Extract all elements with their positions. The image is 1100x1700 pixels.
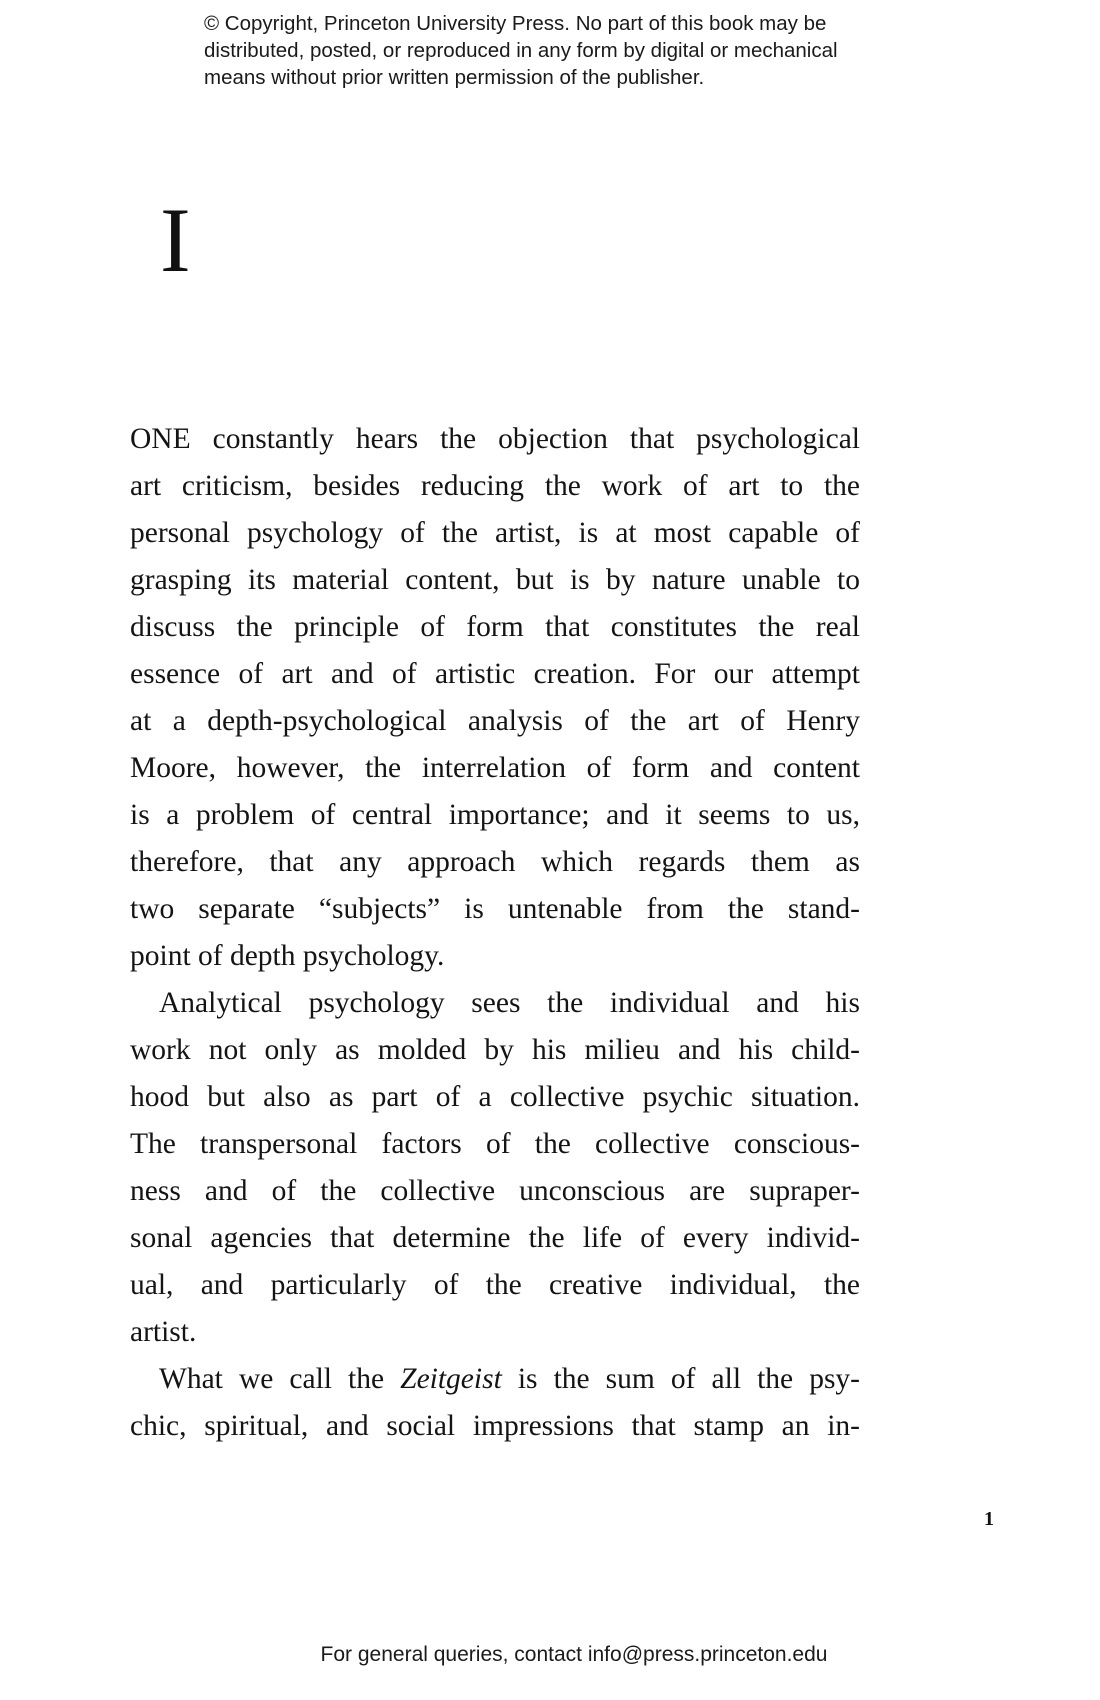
copyright-notice bbox=[204, 10, 924, 91]
text-run: What we call the bbox=[159, 1363, 401, 1395]
copyright-line: © Copyright, Princeton University Press. No part of this book may be bbox=[204, 12, 827, 35]
text-line: artist. bbox=[130, 1316, 197, 1348]
italic-term: Zeitgeist bbox=[400, 1363, 502, 1395]
paragraph-2 bbox=[130, 980, 860, 1356]
text-line: is a problem of central importance; and it seems to us, bbox=[130, 799, 860, 831]
text-line: discuss the principle of form that constitutes the real bbox=[130, 611, 860, 643]
text-line: personal psychology of the artist, is at most capable of bbox=[130, 517, 860, 549]
text-line: at a depth-psychological analysis of the art of Henry bbox=[130, 705, 860, 737]
paragraph-1 bbox=[130, 416, 860, 980]
chapter-number: I bbox=[160, 189, 191, 291]
text-run: is the sum of all the psy- bbox=[501, 1363, 860, 1395]
text-line: ual, and particularly of the creative individual, the bbox=[130, 1269, 860, 1301]
text-line: therefore, that any approach which regards them as bbox=[130, 846, 860, 878]
text-line: art criticism, besides reducing the work of art to the bbox=[130, 470, 860, 502]
text-line: ness and of the collective unconscious are supraper- bbox=[130, 1175, 860, 1207]
paragraph-3 bbox=[130, 1356, 860, 1450]
copyright-line: means without prior written permission of the publisher. bbox=[204, 66, 705, 89]
text-line: work not only as molded by his milieu and his child- bbox=[130, 1034, 860, 1066]
page-number: 1 bbox=[984, 1508, 994, 1530]
text-line: grasping its material content, but is by nature unable to bbox=[130, 564, 860, 596]
text-line: essence of art and of artistic creation. For our attempt bbox=[130, 658, 860, 690]
text-line: chic, spiritual, and social impressions that stamp an in- bbox=[130, 1410, 860, 1442]
text-line bbox=[130, 1356, 860, 1403]
text-line: sonal agencies that determine the life of every individ- bbox=[130, 1222, 860, 1254]
footer-contact: For general queries, contact info@press.princeton.edu bbox=[320, 1643, 828, 1666]
text-line: Analytical psychology sees the individual and his bbox=[159, 987, 860, 1019]
text-line: Moore, however, the interrelation of form and content bbox=[130, 752, 860, 784]
text-line: ONE constantly hears the objection that psychological bbox=[130, 423, 860, 455]
copyright-line: distributed, posted, or reproduced in any form by digital or mechanical bbox=[204, 39, 838, 62]
text-line: two separate “subjects” is untenable from the stand- bbox=[130, 893, 860, 925]
text-line: The transpersonal factors of the collective conscious- bbox=[130, 1128, 860, 1160]
footer bbox=[0, 1642, 1100, 1668]
text-line: point of depth psychology. bbox=[130, 940, 445, 972]
text-line: hood but also as part of a collective psychic situation. bbox=[130, 1081, 860, 1113]
body-text bbox=[130, 416, 860, 1450]
